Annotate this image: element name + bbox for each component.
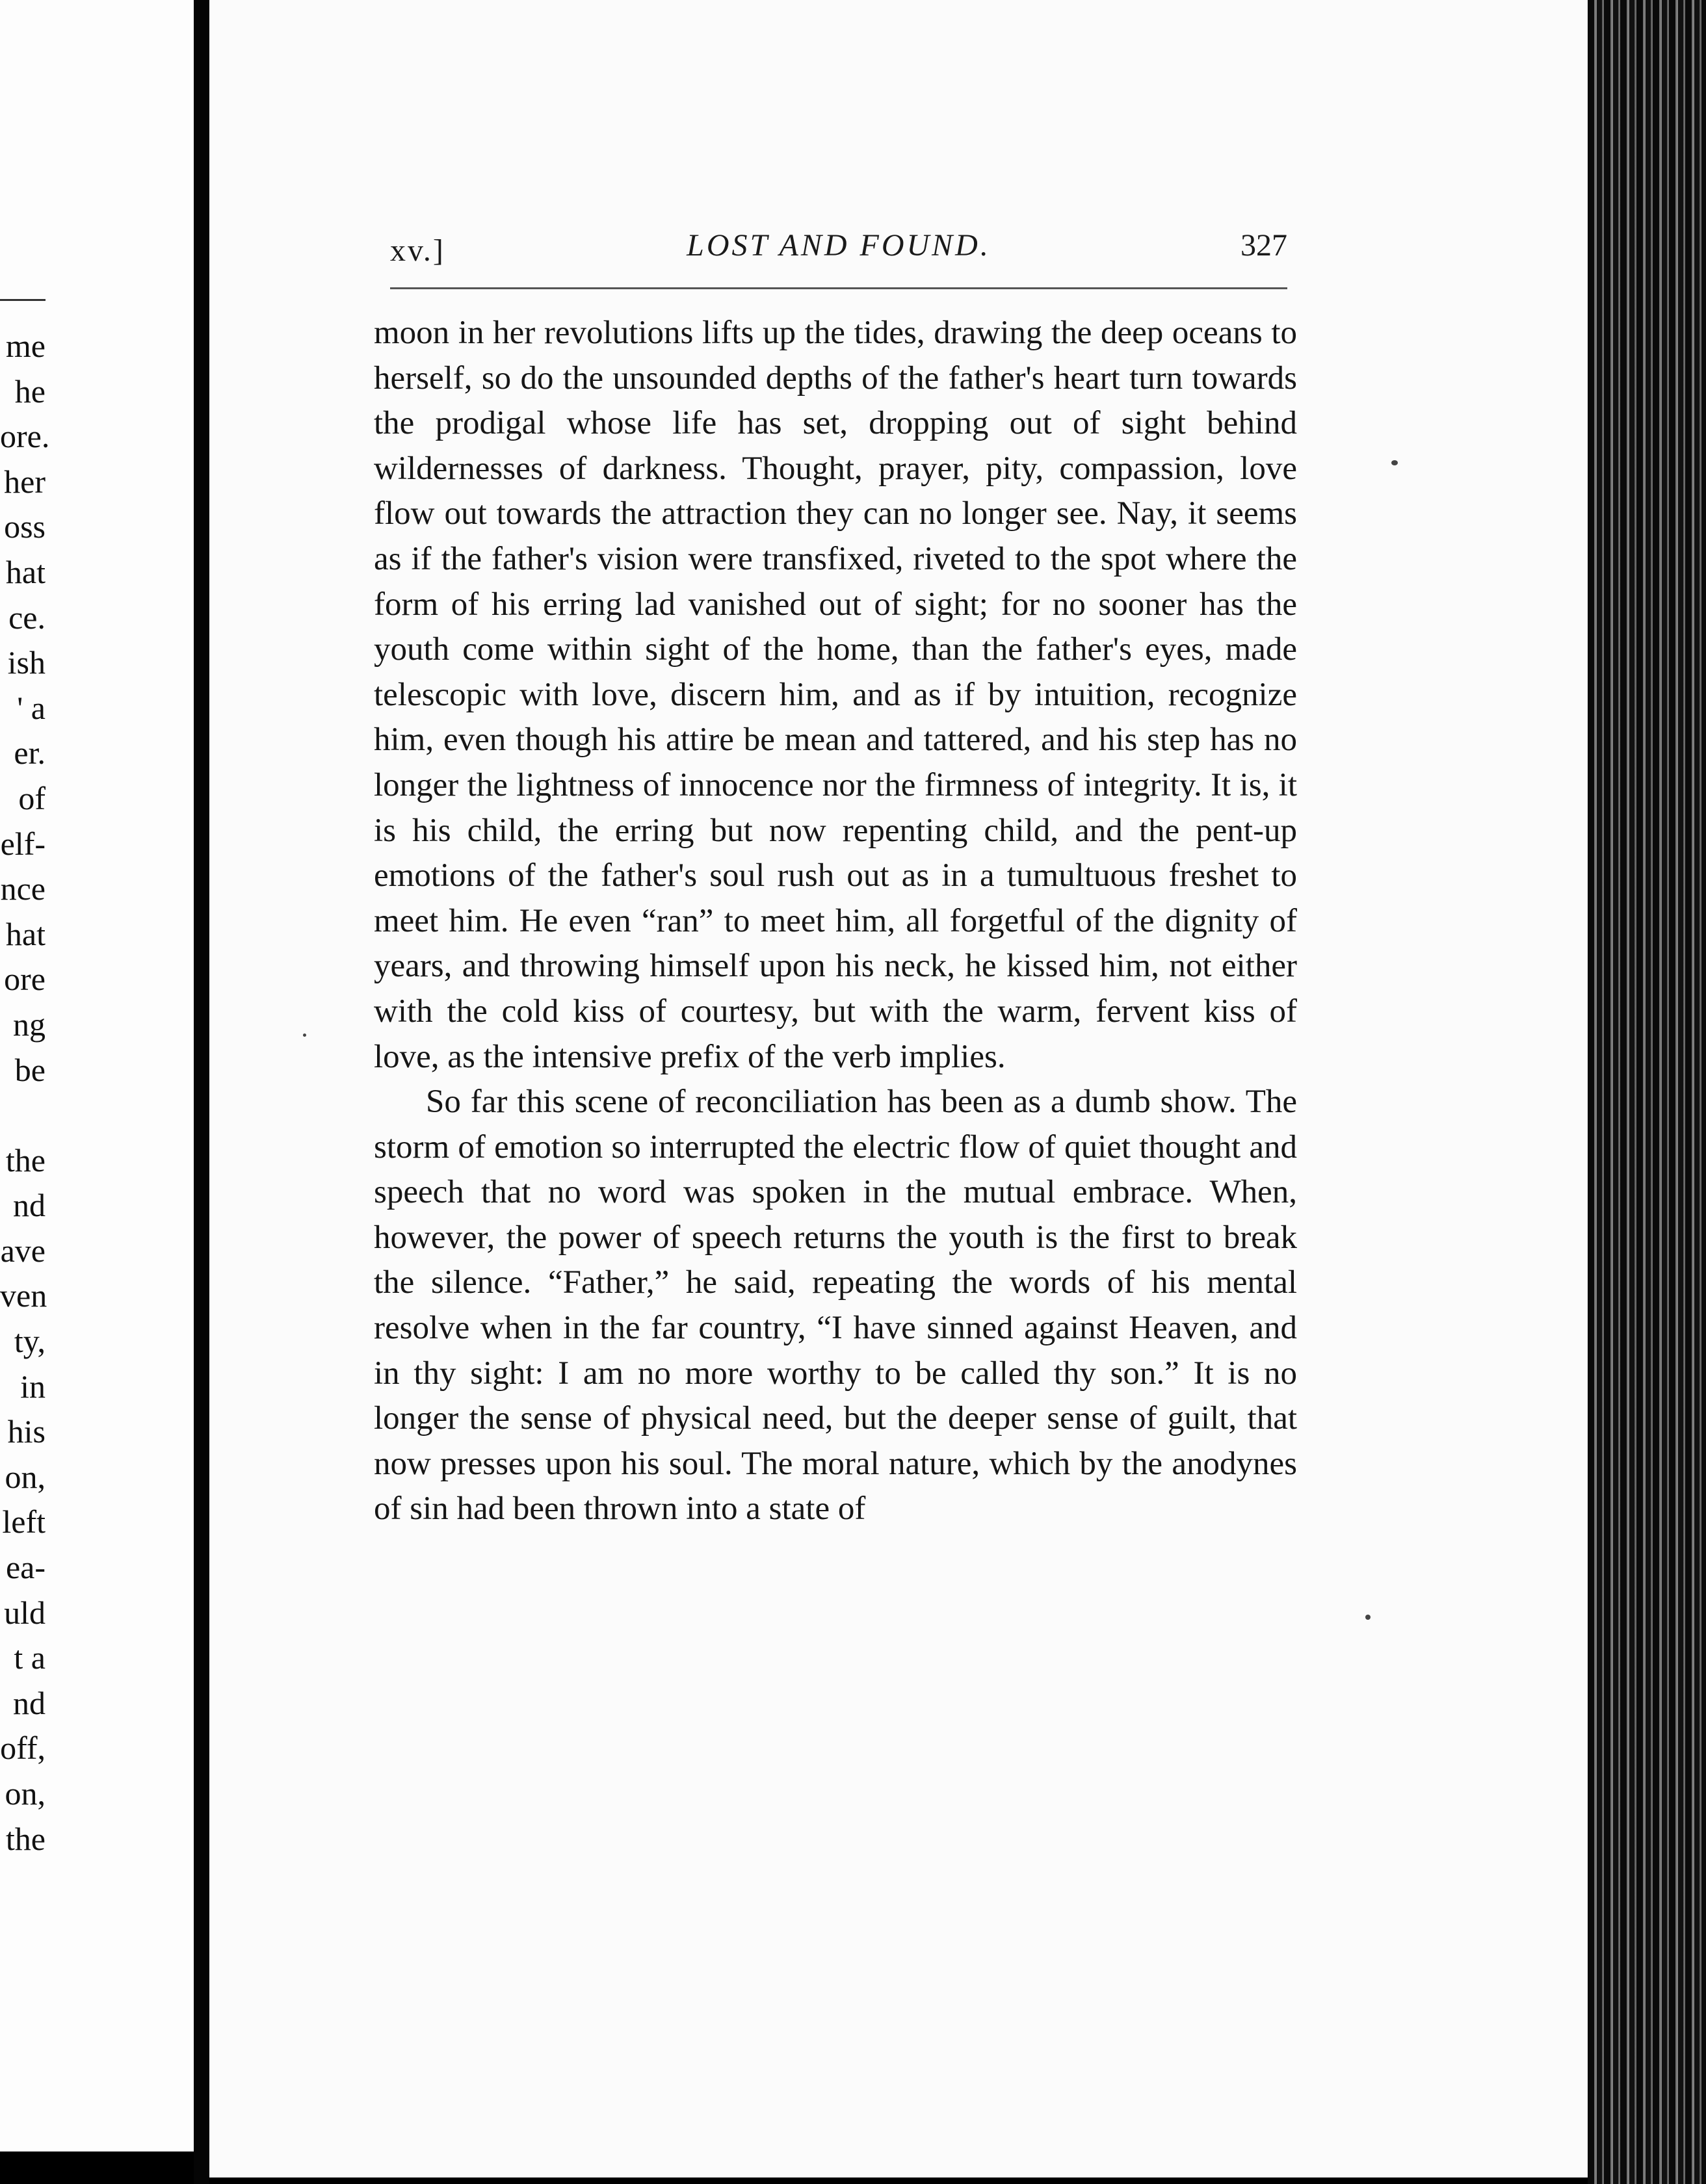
left-page-line-fragment: ce. [8, 599, 46, 636]
left-page-line-fragment: ' a [17, 689, 46, 726]
paragraph: moon in her revolutions lifts up the tides, drawing the deep oceans to herself, so do the unsounded depths of the father's heart turn towards the prodigal whose life has set, dropping out of sight behind wildernesses of darkness. Thought, prayer, pity, compassion, love flow out towards the attraction they can no longer see. Nay, it seems as if the father's vision were transfixed, riveted to the spot where the form of his erring lad vanished out of sight; for no sooner has the youth come within sight of the home, than the father's eyes, made telescopic with love, discern him, and as if by intuition, recognize him, even though his attire be mean and tattered, and his step has no longer the lightness of innocence nor the firmness of integrity. It is, it is his child, the erring but now repenting child, and the pent-up emotions of the father's soul rush out as in a tumultuous freshet to meet him. He even “ran” to meet him, all forgetful of the dignity of years, and throwing himself upon his neck, he kissed him, not either with the cold kiss of courtesy, but with the warm, fervent kiss of love, as the intensive prefix of the verb implies. [374, 315, 1297, 1075]
left-page-line-fragment: ea- [5, 1549, 46, 1586]
left-page-line-fragment: hat [5, 915, 46, 952]
header-rule [390, 287, 1287, 289]
left-page-line-fragment: me [5, 328, 46, 364]
left-page-line-fragment: he [14, 372, 46, 410]
left-page-line-fragment: ish [7, 644, 46, 681]
left-page-line-fragment: his [7, 1413, 46, 1450]
left-facing-page [0, 0, 194, 2152]
left-page-line-fragment: ty, [14, 1323, 46, 1360]
left-page-line-fragment: uld [4, 1594, 46, 1631]
print-speck [1391, 460, 1398, 465]
left-page-line-fragment: on, [5, 1458, 46, 1495]
left-page-line-fragment: elf- [0, 825, 46, 862]
left-page-line-fragment: off, [0, 1730, 46, 1767]
left-page-text-fragments [0, 324, 50, 1862]
left-page-line-fragment: ng [13, 1006, 46, 1043]
body-text [374, 311, 1297, 1532]
left-page-line-fragment: er. [14, 734, 46, 772]
left-page-line-fragment: on, [5, 1775, 46, 1812]
left-page-line-fragment: oss [4, 508, 46, 545]
left-page-line-fragment: ave [0, 1232, 46, 1269]
left-page-line-fragment: t a [14, 1639, 46, 1676]
left-page-line-fragment: nd [13, 1187, 46, 1224]
left-page-line-fragment: nce [0, 870, 46, 907]
print-speck [1365, 1615, 1371, 1620]
left-page-line-fragment: left [2, 1503, 46, 1540]
book-gutter [194, 0, 209, 2184]
running-title: LOST AND FOUND. [687, 228, 991, 263]
left-page-line-fragment: ven [0, 1277, 47, 1314]
left-page-line-fragment: her [4, 463, 46, 500]
page-number: 327 [1240, 228, 1287, 263]
left-page-line-fragment: hat [5, 553, 46, 590]
left-page-line-fragment: ore. [0, 418, 50, 455]
left-page-line-fragment: the [5, 1141, 46, 1178]
left-page-line-fragment: of [18, 779, 46, 816]
left-page-line-fragment [0, 1093, 46, 1138]
left-page-line-fragment: ore [4, 961, 46, 998]
left-page-rule [0, 299, 46, 301]
left-page-line-fragment: in [20, 1368, 46, 1405]
left-page-line-fragment: the [5, 1820, 46, 1857]
left-page-line-fragment: nd [13, 1684, 46, 1721]
page-edges [1588, 0, 1706, 2184]
chapter-number: xv.] [390, 233, 445, 268]
print-speck [303, 1034, 306, 1037]
paragraph: So far this scene of reconciliation has been as a dumb show. The storm of emotion so interrupted the electric flow of quiet thought and speech that no word was spoken in the mutual embrace. When, however, the power of speech returns the youth is the first to break the silence. “Father,” he said, repeating the words of his mental resolve when in the far country, “I have sinned against Heaven, and in thy sight: I am no more worthy to be called thy son.” It is no longer the sense of physical need, but the deeper sense of guilt, that now presses upon his soul. The moral nature, which by the anodynes of sin had been thrown into a state of [374, 1084, 1297, 1528]
left-page-line-fragment: be [14, 1051, 46, 1088]
running-head [390, 228, 1287, 273]
